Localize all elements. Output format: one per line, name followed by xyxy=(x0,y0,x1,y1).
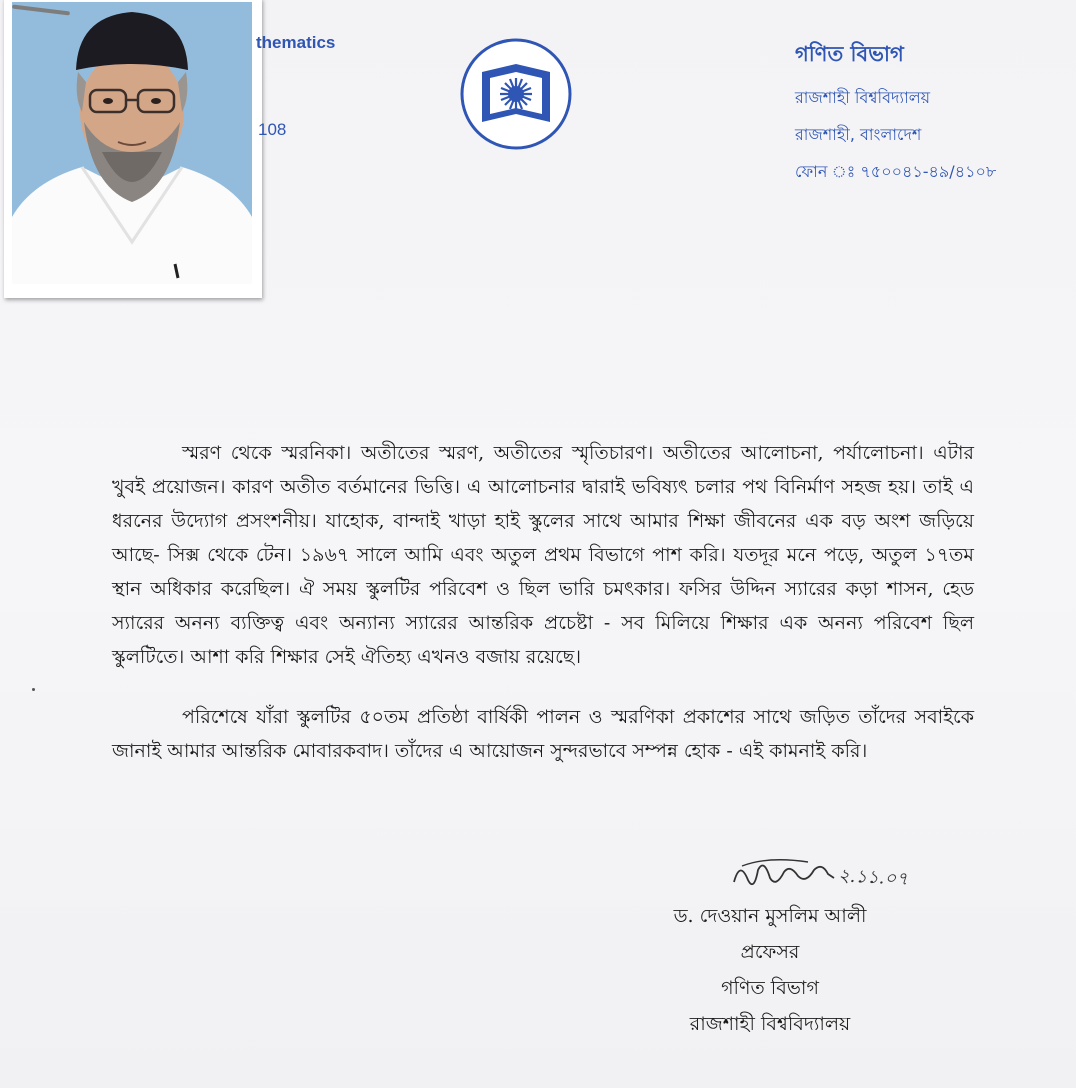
university-logo xyxy=(460,38,572,150)
paragraph: স্মরণ থেকে স্মরনিকা। অতীতের স্মরণ, অতীতের স্মৃতিচারণ। অতীতের আলোচনা, পর্যালোচনা। এটার খুবই প্রয়োজন। কারণ অতীত বর্তমানের ভিত্তি। এ আলোচনার দ্বারাই ভবিষ্যৎ চলার পথ বিনির্মাণ সহজ হয়। তাই এ ধরনের উদ্যোগ প্রসংশনীয়। যাহোক, বান্দাই খাড়া হাই স্কুলের সাথে আমার শিক্ষা জীবনের এক বড় অংশ জড়িয়ে আছে- সিক্স থেকে টেন। ১৯৬৭ সালে আমি এবং অতুল প্রথম বিভাগে পাশ করি। যতদূর মনে পড়ে, অতুল ১৭তম স্থান অধিকার করেছিল। ঐ সময় স্কুলটির পরিবেশ ও ছিল ভারি চমৎকার। ফসির উদ্দিন স্যারের কড়া শাসন, হেড স্যারের অনন্য ব্যক্তিত্ব এবং অন্যান্য স্যারের আন্তরিক প্রচেষ্টা - সব মিলিয়ে শিক্ষার এক অনন্য পরিবেশ ছিল স্কুলটিতে। আশা করি শিক্ষার সেই ঐতিহ্য এখনও বজায় রয়েছে। xyxy=(112,442,974,668)
english-phone-text: 108 xyxy=(258,120,287,139)
bengali-letterhead xyxy=(795,38,996,196)
department-heading: গণিত বিভাগ xyxy=(795,42,904,66)
portrait-image xyxy=(12,2,252,284)
letter-body xyxy=(112,436,974,768)
portrait-photo xyxy=(4,0,262,298)
portrait-illustration xyxy=(12,2,252,284)
signatory-name: ড. দেওয়ান মুসলিম আলী xyxy=(673,905,867,927)
english-department-text: thematics xyxy=(256,33,336,52)
university-name: রাজশাহী বিশ্ববিদ্যালয় xyxy=(795,88,931,107)
signature-date: ২.১১.০৭ xyxy=(837,865,909,890)
signature-block xyxy=(600,898,940,1042)
location-text: রাজশাহী, বাংলাদেশ xyxy=(795,125,922,144)
signatory-department: গণিত বিভাগ xyxy=(721,977,819,999)
paper-speck xyxy=(32,688,35,691)
signatory-university: রাজশাহী বিশ্ববিদ্যালয় xyxy=(689,1013,851,1035)
signatory-title: প্রফেসর xyxy=(740,941,800,963)
phone-text: ফোন ঃ ৭৫০০৪১-৪৯/৪১০৮ xyxy=(795,162,997,181)
paragraph: পরিশেষে যাঁরা স্কুলটির ৫০তম প্রতিষ্ঠা বার্ষিকী পালন ও স্মরণিকা প্রকাশের সাথে জড়িত তাঁদের সবাইকে জানাই আমার আন্তরিক মোবারকবাদ। তাঁদের এ আয়োজন সুন্দরভাবে সম্পন্ন হোক - এই কামনাই করি। xyxy=(112,706,974,762)
